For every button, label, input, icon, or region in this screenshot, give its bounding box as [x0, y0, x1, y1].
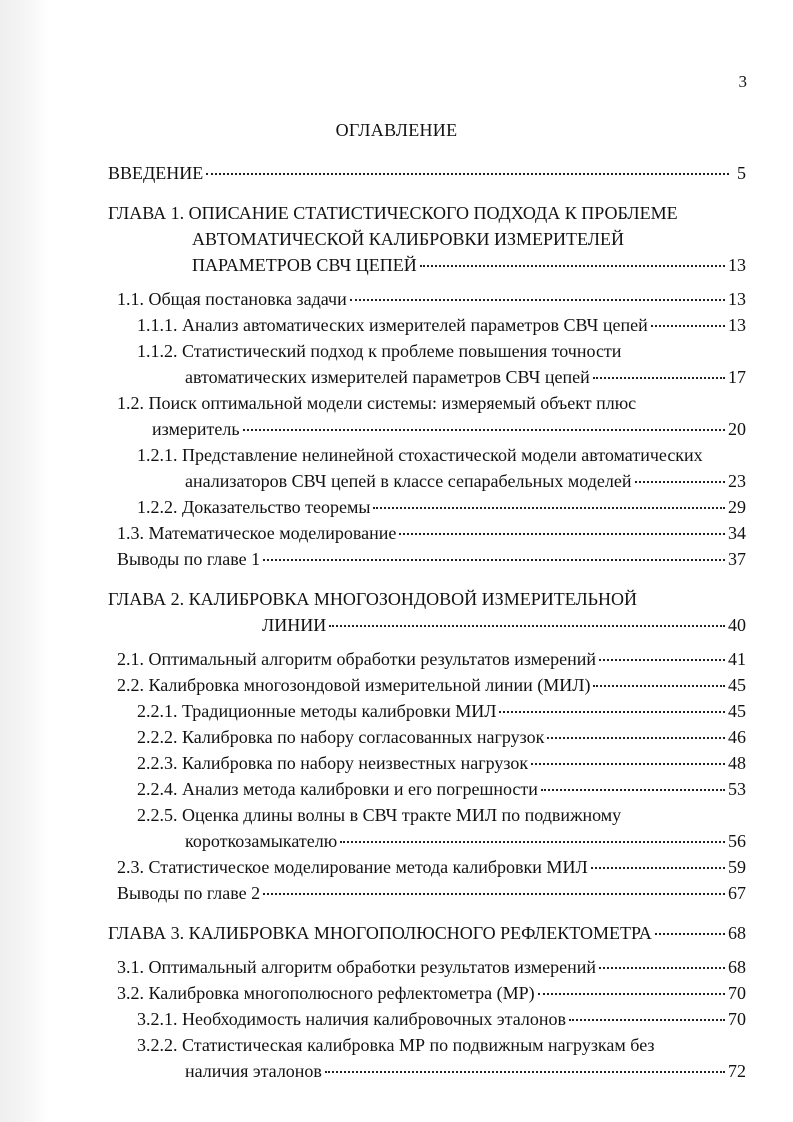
- toc-entry-text: 2.1. Оптимальный алгоритм обработки результатов измерений: [117, 649, 597, 669]
- table-of-contents: [0, 160, 793, 1084]
- toc-entry-text: ЛИНИИ: [262, 615, 327, 635]
- toc-entry-page: 68: [728, 957, 746, 977]
- toc-entry-text: 1.1.1. Анализ автоматических измерителей параметров СВЧ цепей: [137, 315, 648, 335]
- toc-entry-page: 13: [728, 255, 746, 275]
- toc-entry-page: 48: [728, 753, 746, 773]
- toc-entry-text: 2.3. Статистическое моделирование метода калибровки МИЛ: [117, 857, 588, 877]
- toc-entry-page: 17: [728, 367, 746, 387]
- toc-entry-text: 3.1. Оптимальный алгоритм обработки результатов измерений: [117, 957, 597, 977]
- toc-entry: [0, 520, 793, 546]
- toc-entry-page: 70: [728, 1009, 746, 1029]
- dot-leader: [569, 1007, 725, 1021]
- toc-entry-text: 1.2.2. Доказательство теоремы: [137, 497, 371, 517]
- toc-entry-text: анализаторов СВЧ цепей в классе сепарабельных моделей: [185, 471, 632, 491]
- toc-entry-page: 59: [728, 857, 746, 877]
- toc-entry: [0, 954, 793, 980]
- toc-entry-page: 29: [728, 497, 746, 517]
- toc-entry: [0, 1032, 793, 1084]
- toc-entry: [0, 776, 793, 802]
- page-number: 3: [738, 72, 747, 91]
- dot-leader: [635, 469, 725, 483]
- toc-entry-text: ГЛАВА 2. КАЛИБРОВКА МНОГОЗОНДОВОЙ ИЗМЕРИТЕЛЬНОЙ: [108, 589, 637, 609]
- toc-entry: [0, 672, 793, 698]
- toc-entry: [0, 442, 793, 494]
- dot-leader: [591, 855, 725, 869]
- toc-entry: [0, 880, 793, 906]
- dot-leader: [206, 161, 729, 175]
- dot-leader: [420, 253, 725, 267]
- dot-leader: [399, 521, 725, 535]
- toc-entry-text: 1.1. Общая постановка задачи: [117, 289, 347, 309]
- toc-entry-page: 13: [728, 315, 746, 335]
- toc-entry-text: Выводы по главе 2: [117, 883, 261, 903]
- toc-entry-text: 1.2.1. Представление нелинейной стохастической модели автоматических: [137, 445, 703, 465]
- dot-leader: [499, 699, 725, 713]
- dot-leader: [593, 365, 725, 379]
- toc-entry-page: 23: [728, 471, 746, 491]
- toc-entry-page: 34: [728, 523, 746, 543]
- toc-entry: [0, 390, 793, 442]
- toc-entry: [0, 546, 793, 572]
- toc-entry: [0, 802, 793, 854]
- toc-entry: [0, 750, 793, 776]
- dot-leader: [329, 613, 725, 627]
- toc-entry-text: 1.3. Математическое моделирование: [117, 523, 397, 543]
- toc-entry-page: 68: [728, 923, 746, 943]
- dot-leader: [243, 417, 725, 431]
- toc-entry-page: 46: [728, 727, 746, 747]
- toc-entry-text: 3.2.1. Необходимость наличия калибровочных эталонов: [137, 1009, 566, 1029]
- toc-entry-text: ГЛАВА 3. КАЛИБРОВКА МНОГОПОЛЮСНОГО РЕФЛЕКТОМЕТРА: [108, 923, 652, 943]
- dot-leader: [538, 981, 725, 995]
- toc-entry-text: короткозамыкателю: [185, 831, 338, 851]
- toc-entry: [0, 338, 793, 390]
- toc-entry-page: 70: [728, 983, 746, 1003]
- dot-leader: [593, 673, 725, 687]
- toc-entry: [0, 286, 793, 312]
- toc-entry-text: 1.2. Поиск оптимальной модели системы: измеряемый объект плюс: [117, 393, 637, 413]
- toc-entry-text: автоматических измерителей параметров СВЧ цепей: [185, 367, 590, 387]
- toc-entry: [0, 160, 793, 186]
- toc-entry-text: ПАРАМЕТРОВ СВЧ ЦЕПЕЙ: [192, 255, 417, 275]
- dot-leader: [263, 547, 725, 561]
- toc-title: ОГЛАВЛЕНИЕ: [335, 120, 458, 140]
- toc-entry: [0, 920, 793, 946]
- toc-entry-text: наличия эталонов: [185, 1061, 322, 1081]
- toc-entry-text: 2.2.2. Калибровка по набору согласованных нагрузок: [137, 727, 545, 747]
- toc-entry-page: 53: [728, 779, 746, 799]
- toc-entry-page: 13: [728, 289, 746, 309]
- dot-leader: [373, 495, 725, 509]
- toc-entry-text: 2.2.4. Анализ метода калибровки и его погрешности: [137, 779, 538, 799]
- dot-leader: [325, 1059, 725, 1073]
- toc-entry-text: ВВЕДЕНИЕ: [108, 163, 204, 183]
- toc-entry-text: 2.2.3. Калибровка по набору неизвестных нагрузок: [137, 753, 529, 773]
- toc-entry-text: АВТОМАТИЧЕСКОЙ КАЛИБРОВКИ ИЗМЕРИТЕЛЕЙ: [192, 229, 624, 249]
- dot-leader: [531, 751, 725, 765]
- toc-entry: [0, 1006, 793, 1032]
- toc-entry-text: 3.2.2. Статистическая калибровка МР по подвижным нагрузкам без: [137, 1035, 655, 1055]
- toc-entry-page: 67: [728, 883, 746, 903]
- toc-entry: [0, 494, 793, 520]
- dot-leader: [350, 287, 725, 301]
- toc-entry-text: Выводы по главе 1: [117, 549, 261, 569]
- toc-entry: [0, 646, 793, 672]
- toc-entry: [0, 312, 793, 338]
- dot-leader: [547, 725, 725, 739]
- toc-entry-text: измеритель: [152, 419, 240, 439]
- toc-entry: [0, 698, 793, 724]
- toc-entry-page: 56: [728, 831, 746, 851]
- toc-entry-page: 20: [728, 419, 746, 439]
- toc-entry-text: 2.2.1. Традиционные методы калибровки МИЛ: [137, 701, 497, 721]
- toc-entry-text: 1.1.2. Статистический подход к проблеме повышения точности: [137, 341, 622, 361]
- toc-entry-page: 45: [728, 701, 746, 721]
- toc-entry-page: 5: [737, 163, 746, 183]
- toc-entry-page: 41: [728, 649, 746, 669]
- dot-leader: [651, 313, 725, 327]
- toc-entry-page: 45: [728, 675, 746, 695]
- toc-entry-text: ГЛАВА 1. ОПИСАНИЕ СТАТИСТИЧЕСКОГО ПОДХОДА К ПРОБЛЕМЕ: [108, 203, 678, 223]
- toc-entry-page: 37: [728, 549, 746, 569]
- dot-leader: [541, 777, 725, 791]
- toc-entry: [0, 724, 793, 750]
- toc-entry: [0, 980, 793, 1006]
- toc-entry-page: 40: [728, 615, 746, 635]
- toc-entry-text: 2.2.5. Оценка длины волны в СВЧ тракте МИЛ по подвижному: [137, 805, 622, 825]
- toc-entry: [0, 200, 793, 278]
- dot-leader: [263, 881, 725, 895]
- toc-entry-page: 72: [728, 1061, 746, 1081]
- dot-leader: [599, 647, 725, 661]
- toc-entry-text: 2.2. Калибровка многозондовой измерительной линии (МИЛ): [117, 675, 591, 695]
- dot-leader: [340, 829, 725, 843]
- dot-leader: [655, 921, 725, 935]
- toc-entry-text: 3.2. Калибровка многополюсного рефлектометра (МР): [117, 983, 535, 1003]
- toc-entry: [0, 854, 793, 880]
- toc-entry: [0, 586, 793, 638]
- dot-leader: [599, 955, 725, 969]
